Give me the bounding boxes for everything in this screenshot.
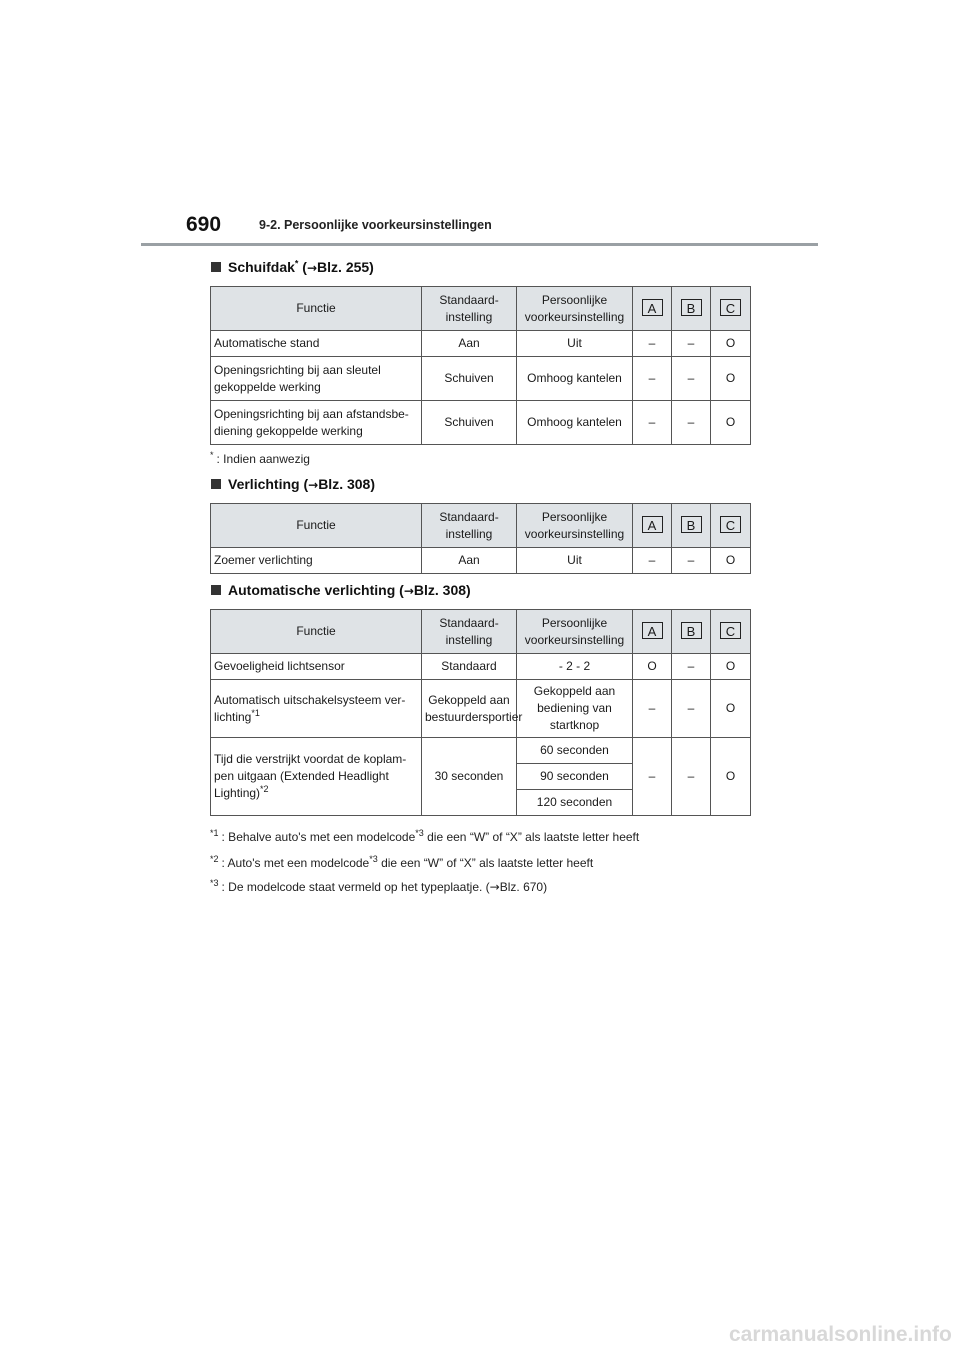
header-a: A <box>642 516 663 533</box>
watermark: carmanualsonline.info <box>729 1323 952 1346</box>
cell-a: O <box>633 654 672 680</box>
header-a: A <box>642 622 663 639</box>
cell-a: – <box>633 680 672 738</box>
cell-functie <box>211 680 422 738</box>
footnote-text: : Indien aanwezig <box>216 452 310 466</box>
cell-functie: Zoemer verlichting <box>211 548 422 574</box>
table-row <box>211 654 751 680</box>
header-a: A <box>642 299 663 316</box>
footnote-2 <box>210 856 593 870</box>
header-b: B <box>681 299 702 316</box>
cell-functie: Openingsrichting bij aan afstandsbe-diening gekoppelde werking <box>211 401 422 445</box>
header-c: C <box>720 516 741 533</box>
footnote-ref: *1 <box>251 707 260 718</box>
table-header-row <box>211 287 751 331</box>
black-square-icon <box>211 262 221 272</box>
section-title-text: Verlichting ( <box>228 476 309 492</box>
cell-b: – <box>672 331 711 357</box>
footnote-mark: *1 <box>210 828 219 838</box>
cell-option: 120 seconden <box>517 790 633 816</box>
table-header-row <box>211 504 751 548</box>
table-row <box>211 357 751 401</box>
page-number: 690 <box>186 213 222 236</box>
footnote-text: : De modelcode staat vermeld op het typeplaatje. ( <box>221 880 490 894</box>
table-row <box>211 401 751 445</box>
right-arrow-icon: → <box>489 880 500 894</box>
cell-a: – <box>633 401 672 445</box>
cell-functie: Openingsrichting bij aan sleutel gekoppelde werking <box>211 357 422 401</box>
cell-b: – <box>672 738 711 816</box>
automatische-verlichting-table <box>210 609 751 816</box>
header-c: C <box>720 299 741 316</box>
cell-b: – <box>672 401 711 445</box>
cell-persoonlijke: Uit <box>517 331 633 357</box>
cell-standaard: Aan <box>422 331 517 357</box>
section-title-schuifdak: Schuifdak* (→Blz. 255) <box>211 259 374 275</box>
right-arrow-icon: → <box>403 584 414 598</box>
table-row <box>211 548 751 574</box>
header-persoonlijke: Persoonlijke voorkeursinstelling <box>517 504 633 548</box>
cell-c: O <box>711 401 751 445</box>
cell-c: O <box>711 738 751 816</box>
footnote-text: : Behalve auto's met een modelcode <box>221 830 416 844</box>
footnote-mark: *3 <box>210 878 219 888</box>
header-persoonlijke: Persoonlijke voorkeursinstelling <box>517 610 633 654</box>
table-row <box>211 680 751 738</box>
table-row <box>211 738 751 764</box>
footnote-text: : Auto's met een modelcode <box>221 856 370 870</box>
cell-b: – <box>672 548 711 574</box>
footnote-indien-aanwezig <box>210 452 310 466</box>
cell-standaard: Gekoppeld aan bestuurdersportier <box>422 680 517 738</box>
cell-persoonlijke: Omhoog kantelen <box>517 357 633 401</box>
cell-persoonlijke: Gekoppeld aan bediening van startknop <box>517 680 633 738</box>
section-title-verlichting <box>211 476 375 492</box>
schuifdak-table <box>210 286 751 445</box>
footnote-mark: *2 <box>210 854 219 864</box>
cell-c: O <box>711 680 751 738</box>
cell-c: O <box>711 357 751 401</box>
cell-functie: Gevoeligheid lichtsensor <box>211 654 422 680</box>
cell-standaard: Schuiven <box>422 357 517 401</box>
verlichting-table <box>210 503 751 574</box>
header-divider <box>141 243 818 246</box>
header-b: B <box>681 516 702 533</box>
cell-functie <box>211 738 422 816</box>
cell-standaard: Standaard <box>422 654 517 680</box>
footnote-1 <box>210 830 639 844</box>
header-functie: Functie <box>211 610 422 654</box>
chapter-title: 9-2. Persoonlijke voorkeursinstellingen <box>259 218 492 232</box>
footnote-ref: *3 <box>369 854 378 864</box>
cell-standaard: 30 seconden <box>422 738 517 816</box>
footnote-ref: *3 <box>415 828 424 838</box>
page-reference: Blz. 670) <box>499 880 548 894</box>
header-persoonlijke: Persoonlijke voorkeursinstelling <box>517 287 633 331</box>
black-square-icon <box>211 585 221 595</box>
header-standaard: Standaard-instelling <box>422 610 517 654</box>
cell-option: 90 seconden <box>517 764 633 790</box>
asterisk-mark: * <box>294 258 299 269</box>
section-title-text: Schuifdak <box>228 259 295 275</box>
header-functie: Functie <box>211 504 422 548</box>
page-header <box>0 0 960 250</box>
section-title-text: Automatische verlichting ( <box>228 582 404 598</box>
cell-standaard: Aan <box>422 548 517 574</box>
footnote-mark: * <box>210 450 214 460</box>
page-reference: Blz. 255) <box>317 259 374 275</box>
cell-a: – <box>633 331 672 357</box>
cell-option: 60 seconden <box>517 738 633 764</box>
header-c: C <box>720 622 741 639</box>
header-functie: Functie <box>211 287 422 331</box>
page-reference: Blz. 308) <box>318 476 375 492</box>
cell-b: – <box>672 680 711 738</box>
cell-functie-text: Tijd die verstrijkt voordat de koplam-pen uitgaan (Extended Headlight Lighting) <box>214 752 407 800</box>
cell-c: O <box>711 654 751 680</box>
header-standaard: Standaard-instelling <box>422 287 517 331</box>
cell-c: O <box>711 331 751 357</box>
right-arrow-icon: → <box>308 478 319 492</box>
right-arrow-icon: → <box>306 261 318 275</box>
footnote-text-end: die een “W” of “X” als laatste letter heeft <box>377 856 594 870</box>
cell-b: – <box>672 654 711 680</box>
cell-persoonlijke: Omhoog kantelen <box>517 401 633 445</box>
cell-functie-text: Automatisch uitschakelsysteem ver-lichting <box>214 692 406 724</box>
footnote-ref: *2 <box>260 784 269 794</box>
footnote-3 <box>210 880 547 894</box>
cell-persoonlijke: Uit <box>517 548 633 574</box>
cell-a: – <box>633 357 672 401</box>
black-square-icon <box>211 479 221 489</box>
footnote-text-end: die een “W” of “X” als laatste letter heeft <box>423 830 640 844</box>
page-reference: Blz. 308) <box>413 582 471 598</box>
cell-a: – <box>633 548 672 574</box>
cell-c: O <box>711 548 751 574</box>
cell-functie: Automatische stand <box>211 331 422 357</box>
table-row <box>211 331 751 357</box>
header-standaard: Standaard-instelling <box>422 504 517 548</box>
table-header-row <box>211 610 751 654</box>
section-title-automatische-verlichting <box>211 582 471 598</box>
cell-standaard: Schuiven <box>422 401 517 445</box>
cell-b: – <box>672 357 711 401</box>
header-b: B <box>681 622 702 639</box>
cell-a: – <box>633 738 672 816</box>
cell-persoonlijke: - 2 - 2 <box>517 654 633 680</box>
